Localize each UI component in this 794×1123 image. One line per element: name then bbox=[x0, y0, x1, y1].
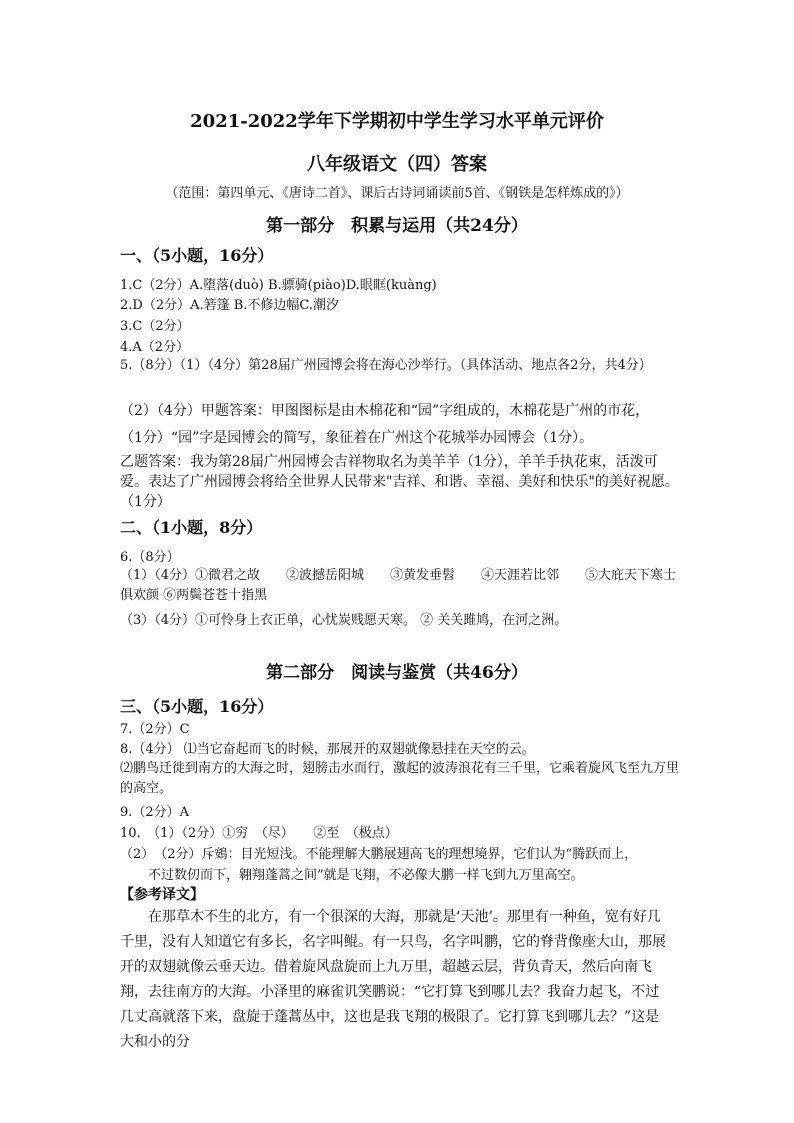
answer-line: （1分）“园”字是园博会的简写，象征着在广州这个花城举办园博会（1分）。 bbox=[120, 430, 594, 446]
answer-line: 4.A（2分） bbox=[120, 340, 190, 355]
exam-scope: （范围：第四单元、《唐诗二首》、课后古诗词诵读前5首、《钢铁是怎样炼成的》） bbox=[165, 186, 629, 201]
answer-line: 不过数仞而下，翱翔蓬蒿之间”就是飞翔，不必像大鹏一样飞到九万里高空。 bbox=[148, 868, 584, 883]
answer-line: （3）（4分）①可怜身上衣正单，心忧炭贱愿天寒。 ② 关关雎鸠，在河之洲。 bbox=[120, 613, 568, 628]
part1-heading: 第一部分 积累与运用（共24分） bbox=[266, 216, 528, 236]
reference-translation-heading: 【参考译文】 bbox=[120, 887, 204, 903]
answer-line: 9.（2分）A bbox=[120, 805, 190, 820]
answer-line: 8.（4分） ⑴当它奋起而飞的时候，那展开的双翅就像悬挂在天空的云。 bbox=[120, 742, 535, 757]
answer-line: （1）（4分）①微君之故 ②波撼岳阳城 ③黄发垂髫 ④天涯若比邻 ⑤大庇天下寒士俱欢颜 ⑥两鬓苍苍十指黑 bbox=[120, 568, 677, 603]
answer-line: 7.（2分）C bbox=[120, 722, 190, 737]
reference-translation-text: 在那草木不生的北方，有一个很深的大海，那就是‘天池’。那里有一种鱼，宽有好几千里，没有人知道它有多长，名字叫鲲。有一只鸟，名字叫鹏，它的脊背像座大山，那展开的双翅就像云垂天边。借着旋风盘旋而上九万里，超越云层，背负青天，然后向南飞翔，去往南方的大海。小泽里的麻雀讥笑鹏说：“它打算飞到哪儿去？我奋力起飞，不过几丈高就落下来，盘旋于蓬蒿丛中，这也是我飞翔的极限了。它打算飞到哪儿去？”这是大和小的分 bbox=[120, 909, 666, 1050]
section1-heading: 一、（5小题，16分） bbox=[120, 246, 274, 265]
section3-heading: 三、（5小题，16分） bbox=[120, 697, 274, 716]
answer-line: 3.C（2分） bbox=[120, 319, 190, 334]
answer-line: 2.D（2分）A.箬篷 B.不修边幅C.潮汐 bbox=[120, 298, 340, 313]
document-title: 2021-2022学年下学期初中学生学习水平单元评价 bbox=[190, 111, 604, 132]
answer-line: 6.（8分） bbox=[120, 550, 180, 565]
document-subtitle: 八年级语文（四）答案 bbox=[307, 154, 487, 175]
answer-line: 5.（8分）（1）（4分）第28届广州园博会将在海心沙举行。（具体活动、地点各2分，共4分） bbox=[120, 358, 652, 373]
part2-heading: 第二部分 阅读与鉴赏（共46分） bbox=[266, 663, 528, 683]
answer-line: ⑵鹏鸟迁徙到南方的大海之时，翅膀击水而行，激起的波涛浪花有三千里，它乘着旋风飞至九万里的高空。 bbox=[120, 761, 680, 796]
answer-line: 1.C（2分）A.堕落(duò) B.骠骑(piào)D.眼眶(kuàng) bbox=[120, 278, 437, 293]
answer-line: （2）（4分）甲题答案：甲图图标是由木棉花和“园”字组成的，木棉花是广州的市花， bbox=[120, 403, 650, 419]
section2-heading: 二、（1小题，8分） bbox=[120, 518, 263, 537]
answer-line: 乙题答案：我为第28届广州园博会吉祥物取名为美羊羊（1分），羊羊手执花束，活泼可爱。表达了广州园博会将给全世界人民带来"吉祥、和谐、幸福、美好和快乐"的美好祝愿。（1分） bbox=[120, 454, 679, 510]
answer-line: 10. （1）（2分）①穷 （尽） ②至 （极点） bbox=[120, 826, 398, 841]
answer-line: （2） （2分）斥鴳：目光短浅。不能理解大鹏展翅高飞的理想境界，它们认为“腾跃而上， bbox=[120, 847, 638, 862]
